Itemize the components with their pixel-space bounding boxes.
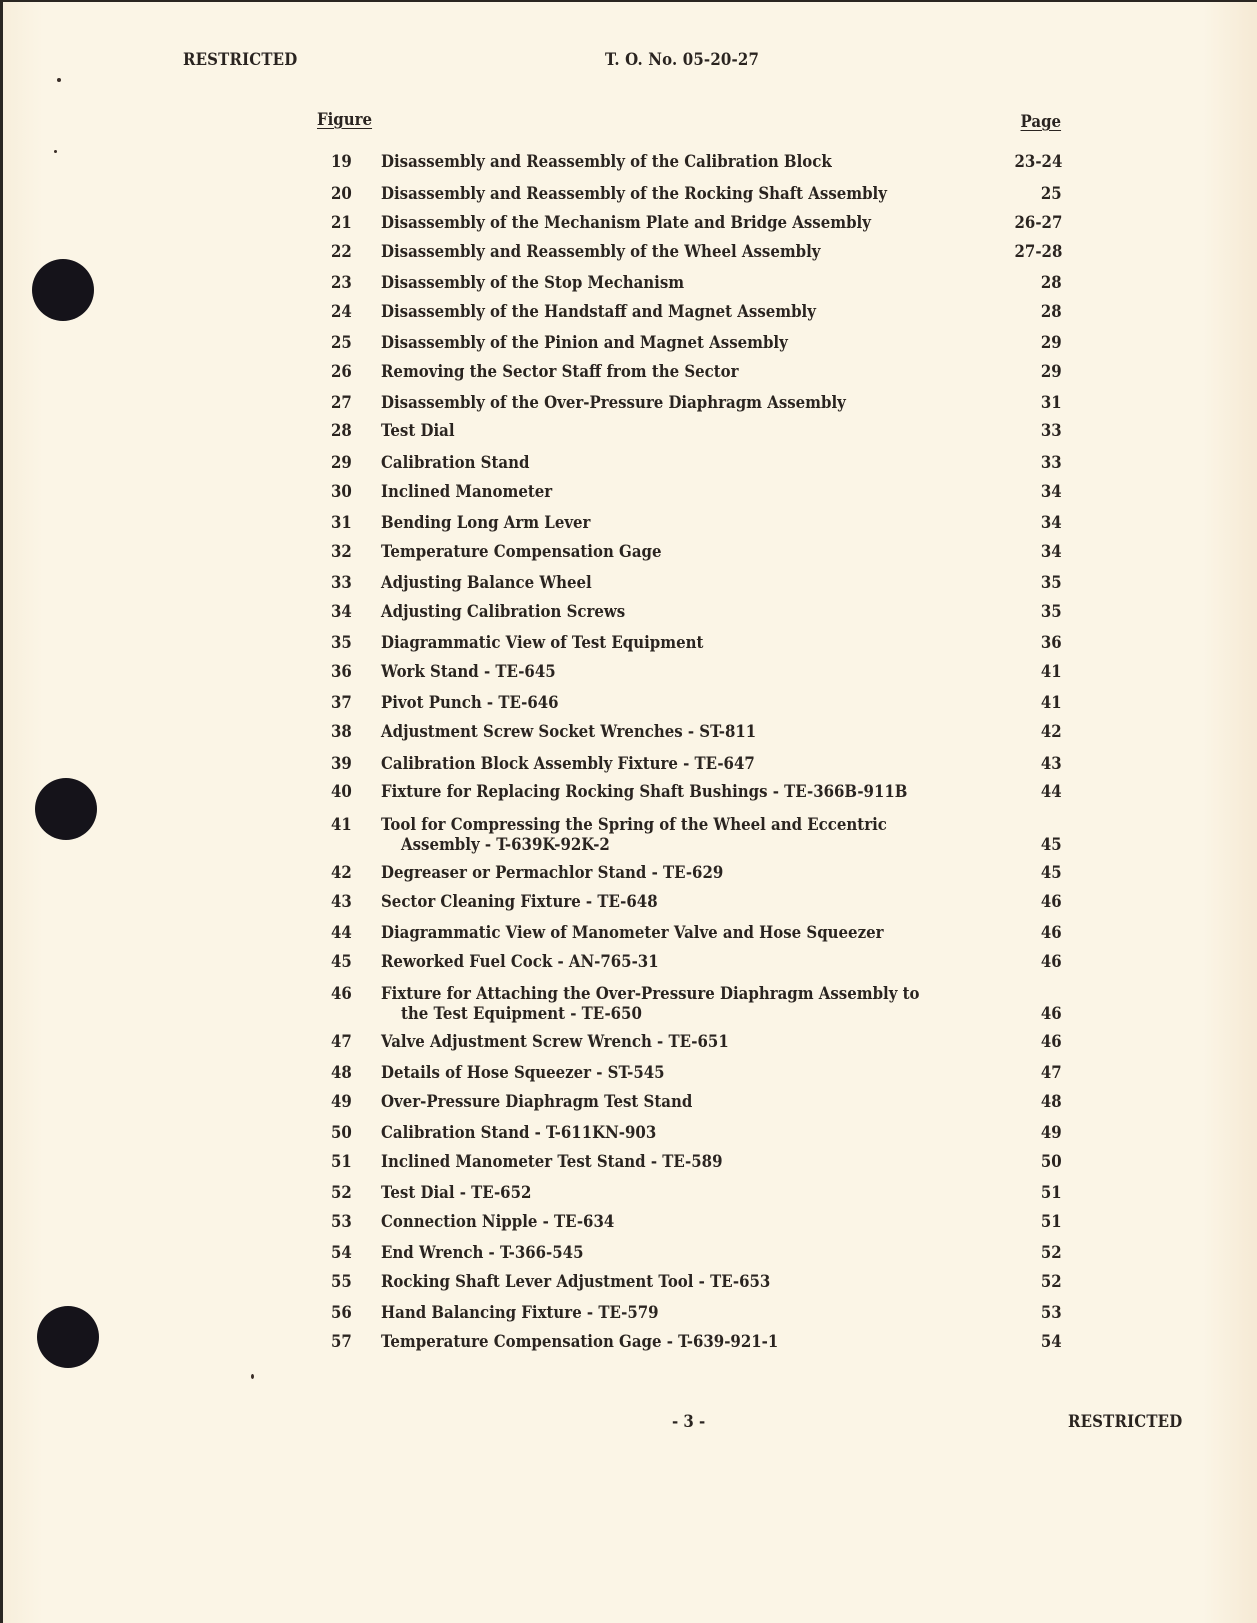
page-reference: 51 [1041, 1212, 1062, 1232]
figure-entry [3, 601, 1257, 623]
figure-title: Degreaser or Permachlor Stand - TE-629 [381, 863, 724, 883]
figure-number: 41 [331, 815, 352, 835]
figure-entry [3, 983, 1257, 1027]
figure-title: Inclined Manometer Test Stand - TE-589 [381, 1152, 723, 1172]
figure-title: Disassembly of the Mechanism Plate and Bridge Assembly [381, 213, 871, 233]
figure-number: 50 [331, 1123, 352, 1143]
footer-classification: RESTRICTED [1068, 1412, 1183, 1432]
figure-title: Rocking Shaft Lever Adjustment Tool - TE-653 [381, 1272, 771, 1292]
figure-title: Adjusting Balance Wheel [381, 573, 592, 593]
figure-title: Disassembly of the Over-Pressure Diaphragm Assembly [381, 393, 846, 413]
figure-title: End Wrench - T-366-545 [381, 1243, 584, 1263]
page-reference: 28 [1041, 302, 1062, 322]
figure-entry [3, 1302, 1257, 1324]
figure-entry [3, 392, 1257, 414]
figure-number: 29 [331, 453, 352, 473]
figure-entry [3, 781, 1257, 803]
figure-title: Test Dial [381, 421, 455, 441]
figure-entry [3, 661, 1257, 683]
figure-title: Disassembly of the Handstaff and Magnet Assembly [381, 302, 816, 322]
figure-number: 57 [331, 1332, 352, 1352]
page-reference: 41 [1041, 693, 1062, 713]
page-reference: 43 [1041, 754, 1062, 774]
figure-number: 33 [331, 573, 352, 593]
figure-entry [3, 572, 1257, 594]
page-reference: 51 [1041, 1183, 1062, 1203]
figure-title: Tool for Compressing the Spring of the Wheel and Eccentric [381, 815, 887, 835]
figure-number: 54 [331, 1243, 352, 1263]
figure-entry [3, 951, 1257, 973]
figure-title: Disassembly of the Stop Mechanism [381, 273, 685, 293]
figure-title: Disassembly and Reassembly of the Calibration Block [381, 152, 832, 172]
figure-title: Pivot Punch - TE-646 [381, 693, 559, 713]
figure-title: Reworked Fuel Cock - AN-765-31 [381, 952, 659, 972]
figure-number: 25 [331, 333, 352, 353]
figure-entry [3, 512, 1257, 534]
figure-entry [3, 272, 1257, 294]
figure-entry [3, 1331, 1257, 1353]
document-number: T. O. No. 05-20-27 [605, 50, 760, 70]
page-reference: 36 [1041, 633, 1062, 653]
figure-title-continuation: Assembly - T-639K-92K-2 [401, 835, 610, 855]
page-reference: 31 [1041, 393, 1062, 413]
page-reference: 48 [1041, 1092, 1062, 1112]
figure-title: Details of Hose Squeezer - ST-545 [381, 1063, 665, 1083]
page-reference: 44 [1041, 782, 1062, 802]
page-reference: 26-27 [1014, 213, 1062, 233]
figure-number: 43 [331, 892, 352, 912]
figure-title: Adjusting Calibration Screws [381, 602, 626, 622]
figure-number: 22 [331, 242, 352, 262]
page-number: - 3 - [672, 1412, 706, 1432]
figure-entry [3, 692, 1257, 714]
figure-entry [3, 241, 1257, 263]
figure-number: 21 [331, 213, 352, 233]
figure-number: 40 [331, 782, 352, 802]
page-reference: 53 [1041, 1303, 1062, 1323]
page-reference: 34 [1041, 513, 1062, 533]
figure-title: Calibration Stand - T-611KN-903 [381, 1123, 657, 1143]
figure-title: Inclined Manometer [381, 482, 553, 502]
page-reference: 34 [1041, 542, 1062, 562]
figure-title: Work Stand - TE-645 [381, 662, 556, 682]
figure-number: 56 [331, 1303, 352, 1323]
figure-title: Calibration Block Assembly Fixture - TE-647 [381, 754, 755, 774]
figure-number: 53 [331, 1212, 352, 1232]
page-reference: 45 [1041, 835, 1062, 855]
figure-number: 36 [331, 662, 352, 682]
figure-number: 28 [331, 421, 352, 441]
page-reference: 46 [1041, 923, 1062, 943]
page-reference: 23-24 [1014, 152, 1062, 172]
page-reference: 41 [1041, 662, 1062, 682]
figure-number: 52 [331, 1183, 352, 1203]
page-reference: 47 [1041, 1063, 1062, 1083]
page-column-header: Page [1020, 112, 1061, 132]
figure-title: Diagrammatic View of Manometer Valve and Hose Squeezer [381, 923, 884, 943]
figure-entry [3, 1182, 1257, 1204]
figure-number: 19 [331, 152, 352, 172]
figure-entry [3, 1091, 1257, 1113]
figure-number: 34 [331, 602, 352, 622]
page-reference: 52 [1041, 1243, 1062, 1263]
figure-number: 20 [331, 184, 352, 204]
figure-title-continuation: the Test Equipment - TE-650 [401, 1004, 642, 1024]
figure-number: 37 [331, 693, 352, 713]
figure-entry [3, 1062, 1257, 1084]
figure-title: Temperature Compensation Gage [381, 542, 662, 562]
page-reference: 28 [1041, 273, 1062, 293]
figure-title: Over-Pressure Diaphragm Test Stand [381, 1092, 693, 1112]
page-reference: 29 [1041, 362, 1062, 382]
page-reference: 50 [1041, 1152, 1062, 1172]
figure-title: Connection Nipple - TE-634 [381, 1212, 615, 1232]
figure-title: Valve Adjustment Screw Wrench - TE-651 [381, 1032, 729, 1052]
page-reference: 25 [1041, 184, 1062, 204]
page-reference: 46 [1041, 1032, 1062, 1052]
figure-title: Fixture for Attaching the Over-Pressure Diaphragm Assembly to [381, 984, 920, 1004]
figure-number: 32 [331, 542, 352, 562]
figure-number: 30 [331, 482, 352, 502]
figure-entry [3, 212, 1257, 234]
page-reference: 52 [1041, 1272, 1062, 1292]
figure-title: Removing the Sector Staff from the Sector [381, 362, 739, 382]
page-reference: 33 [1041, 453, 1062, 473]
figure-entry [3, 541, 1257, 563]
figure-entry [3, 1151, 1257, 1173]
figure-entry [3, 753, 1257, 775]
figure-entry [3, 151, 1257, 173]
page-reference: 33 [1041, 421, 1062, 441]
figure-number: 51 [331, 1152, 352, 1172]
figure-entry [3, 922, 1257, 944]
figure-entry [3, 1242, 1257, 1264]
figure-title: Adjustment Screw Socket Wrenches - ST-811 [381, 722, 757, 742]
figure-title: Disassembly and Reassembly of the Wheel Assembly [381, 242, 821, 262]
page-reference: 35 [1041, 573, 1062, 593]
figure-entry [3, 721, 1257, 743]
figure-entry [3, 420, 1257, 442]
page-reference: 49 [1041, 1123, 1062, 1143]
figure-number: 49 [331, 1092, 352, 1112]
paper-speck [57, 78, 61, 82]
figure-title: Disassembly and Reassembly of the Rocking Shaft Assembly [381, 184, 887, 204]
figure-number: 55 [331, 1272, 352, 1292]
page-reference: 34 [1041, 482, 1062, 502]
figure-title: Diagrammatic View of Test Equipment [381, 633, 704, 653]
figure-number: 23 [331, 273, 352, 293]
figure-entry [3, 1031, 1257, 1053]
page-reference: 29 [1041, 333, 1062, 353]
header-classification: RESTRICTED [183, 50, 298, 70]
figure-entry [3, 481, 1257, 503]
figure-title: Disassembly of the Pinion and Magnet Assembly [381, 333, 788, 353]
figure-number: 31 [331, 513, 352, 533]
page-reference: 45 [1041, 863, 1062, 883]
figure-title: Temperature Compensation Gage - T-639-921-1 [381, 1332, 779, 1352]
page-reference: 35 [1041, 602, 1062, 622]
page-reference: 54 [1041, 1332, 1062, 1352]
figure-entry [3, 1122, 1257, 1144]
figure-title: Sector Cleaning Fixture - TE-648 [381, 892, 658, 912]
figure-entry [3, 361, 1257, 383]
page-reference: 46 [1041, 952, 1062, 972]
figure-entry [3, 452, 1257, 474]
figure-entry [3, 1271, 1257, 1293]
figure-title: Calibration Stand [381, 453, 530, 473]
figure-title: Bending Long Arm Lever [381, 513, 591, 533]
figure-number: 42 [331, 863, 352, 883]
figure-number: 45 [331, 952, 352, 972]
figure-number: 24 [331, 302, 352, 322]
page-reference: 27-28 [1014, 242, 1062, 262]
figure-entry [3, 814, 1257, 858]
figure-number: 27 [331, 393, 352, 413]
figure-entry [3, 862, 1257, 884]
figure-title: Hand Balancing Fixture - TE-579 [381, 1303, 659, 1323]
figure-title: Fixture for Replacing Rocking Shaft Bushings - TE-366B-911B [381, 782, 908, 802]
figure-number: 39 [331, 754, 352, 774]
figure-column-header: Figure [317, 110, 373, 130]
page-reference: 42 [1041, 722, 1062, 742]
figure-entry [3, 301, 1257, 323]
figure-title: Test Dial - TE-652 [381, 1183, 532, 1203]
figure-entry [3, 632, 1257, 654]
paper-speck [251, 1374, 254, 1379]
figure-number: 26 [331, 362, 352, 382]
page-reference: 46 [1041, 892, 1062, 912]
figure-entry [3, 183, 1257, 205]
figure-number: 35 [331, 633, 352, 653]
figure-number: 46 [331, 984, 352, 1004]
figure-number: 47 [331, 1032, 352, 1052]
page-reference: 46 [1041, 1004, 1062, 1024]
figure-entry [3, 1211, 1257, 1233]
document-page [3, 2, 1257, 1623]
figure-number: 48 [331, 1063, 352, 1083]
figure-number: 44 [331, 923, 352, 943]
figure-entry [3, 332, 1257, 354]
figure-entry [3, 891, 1257, 913]
figure-number: 38 [331, 722, 352, 742]
